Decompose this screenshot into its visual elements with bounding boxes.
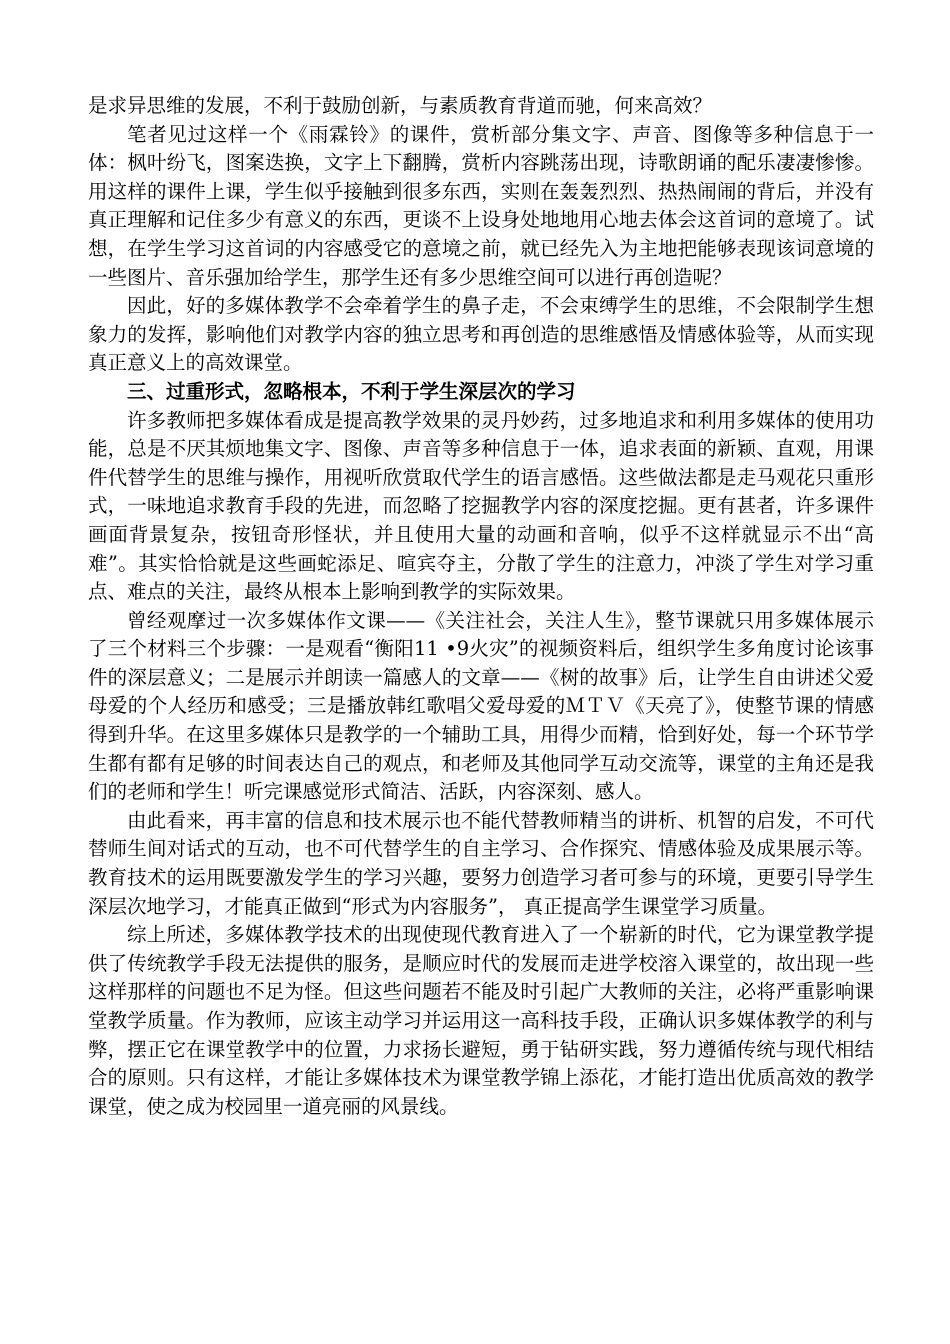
document-page <box>88 92 874 1121</box>
paragraph-technology-role: 由此看来，再丰富的信息和技术展示也不能代替教师精当的讲析、机智的启发，不可代替师生间对话式的互动，也不可代替学生的自主学习、合作探究、情感体验及成果展示等。教育技术的运用既要激发学生的学习兴趣，要努力创造学习者可参与的环境，更要引导学生深层次地学习，才能真正做到“形式为内容服务”， 真正提高学生课堂学习质量。 <box>88 808 874 918</box>
section-heading-3: 三、过重形式，忽略根本，不利于学生深层次的学习 <box>127 379 576 403</box>
paragraph-conclusion-1: 因此，好的多媒体教学不会牵着学生的鼻子走，不会束缚学生的思维，不会限制学生想象力的发挥，影响他们对教学内容的独立思考和再创造的思维感悟及情感体验等，从而实现真正意义上的高效课堂。 <box>88 294 874 375</box>
paragraph-courseware-example: 笔者见过这样一个《雨霖铃》的课件，赏析部分集文字、声音、图像等多种信息于一体：枫叶纷飞，图案迭换，文字上下翻腾，赏析内容跳荡出现，诗歌朗诵的配乐凄凄惨惨。用这样的课件上课，学生似乎接触到很多东西，实则在轰轰烈烈、热热闹闹的背后，并没有真正理解和记住多少有意义的东西，更谈不上设身处地地用心地去体会这首词的意境了。试想，在学生学习这首词的内容感受它的意境之前，就已经先入为主地把能够表现该词意境的一些图片、音乐强加给学生，那学生还有多少思维空间可以进行再创造呢？ <box>88 122 874 289</box>
paragraph-observed-lesson: 曾经观摩过一次多媒体作文课——《关注社会，关注人生》，整节课就只用多媒体展示了三个材料三个步骤：一是观看“衡阳11 •9火灾”的视频资料后，组织学生多角度讨论该事件的深层意义；二是展示并朗读一篇感人的文章——《树的故事》后，让学生自由讲述父爱母爱的个人经历和感受；三是播放韩红歌唱父爱母爱的ＭＴＶ《天亮了》，使整节课的情感得到升华。在这里多媒体只是教学的一个辅助工具，用得少而精，恰到好处，每一个环节学生都有都有足够的时间表达自己的观点，和老师及其他同学互动交流等，课堂的主角还是我们的老师和学生！听完课感觉形式简洁、活跃，内容深刻、感人。 <box>88 608 874 804</box>
paragraph-summary: 综上所述，多媒体教学技术的出现使现代教育进入了一个崭新的时代，它为课堂教学提供了传统教学手段无法提供的服务，是顺应时代的发展而走进学校溶入课堂的，故出现一些这样那样的问题也不足为怪。但这些问题若不能及时引起广大教师的关注，必将严重影响课堂教学质量。作为教师，应该主动学习并运用这一高科技手段，正确认识多媒体教学的利与弊，摆正它在课堂教学中的位置，力求扬长避短，勇于钻研实践，努力遵循传统与现代相结合的原则。只有这样，才能让多媒体技术为课堂教学锦上添花，才能打造出优质高效的教学课堂，使之成为校园里一道亮丽的风景线。 <box>88 923 874 1118</box>
paragraph-continuation: 是求异思维的发展，不利于鼓励创新，与素质教育背道而驰，何来高效？ <box>88 94 713 117</box>
paragraph-form-over-content: 许多教师把多媒体看成是提高教学效果的灵丹妙药，过多地追求和利用多媒体的使用功能，总是不厌其烦地集文字、图像、声音等多种信息于一体，追求表面的新颖、直观，用课件代替学生的思维与操作，用视听欣赏取代学生的语言感悟。这些做法都是走马观花只重形式，一味地追求教育手段的先进，而忽略了挖掘教学内容的深度挖掘。更有甚者，许多课件画面背景复杂，按钮奇形怪状，并且使用大量的动画和音响，似乎不这样就显示不出“高难”。其实恰恰就是这些画蛇添足、喧宾夺主，分散了学生的注意力，冲淡了学生对学习重点、难点的关注，最终从根本上影响到教学的实际效果。 <box>88 408 874 604</box>
